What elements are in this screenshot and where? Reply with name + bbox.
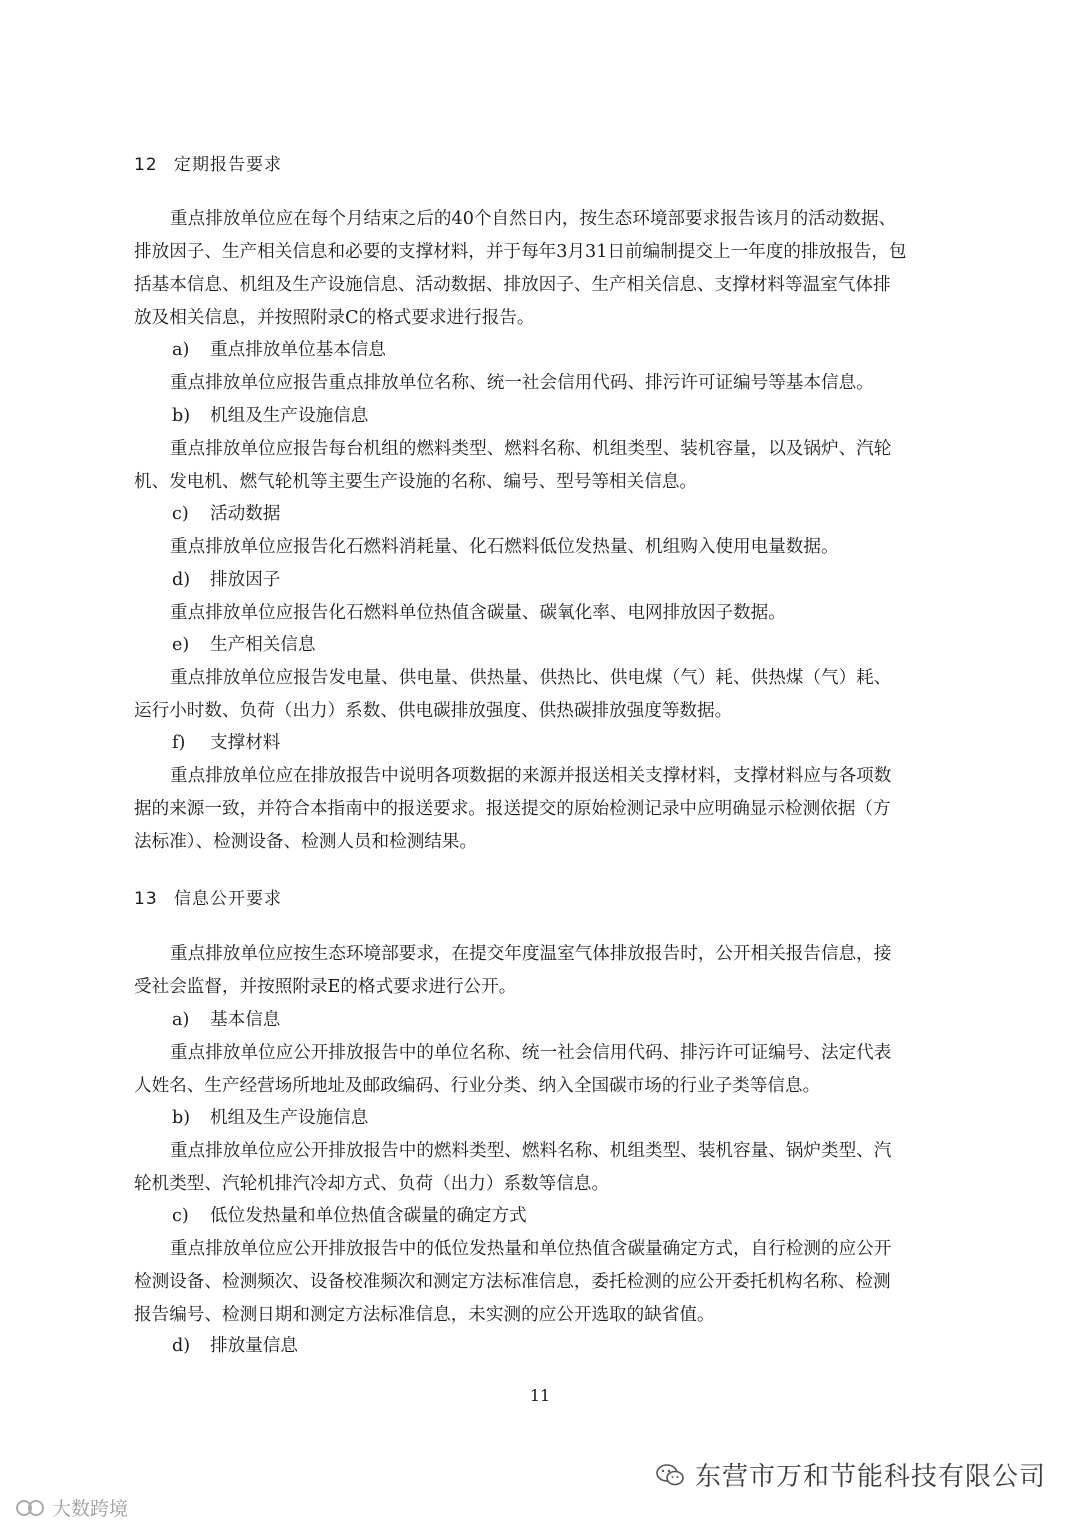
text-line: 受社会监督，并按照附录E的格式要求进行公开。: [134, 977, 517, 997]
text-line: 排放因子、生产相关信息和必要的支撑材料，并于每年3月31日前编制提交上一年度的排放报告，包: [134, 242, 907, 262]
section-number: 13: [134, 889, 158, 909]
brand-logo-icon: [14, 1498, 48, 1518]
item-heading: [172, 727, 280, 760]
text-line: 重点排放单位应报告重点排放单位名称、统一社会信用代码、排污许可证编号等基本信息。: [170, 373, 874, 393]
item-label: b): [172, 406, 191, 426]
item-title: 排放因子: [210, 570, 281, 590]
text-line: 重点排放单位应在每个月结束之后的40个自然日内，按生态环境部要求报告该月的活动数据、: [170, 209, 897, 229]
text-line: 机、发电机、燃气轮机等主要生产设施的名称、编号、型号等相关信息。: [134, 472, 698, 492]
item-heading: [172, 1004, 280, 1037]
section-number: 12: [134, 155, 158, 175]
item-title: 低位发热量和单位热值含碳量的确定方式: [210, 1206, 527, 1226]
item-body: [134, 1233, 956, 1332]
item-heading: [172, 564, 280, 597]
item-body: [134, 433, 956, 499]
item-label: a): [172, 340, 190, 360]
item-body: [134, 1135, 956, 1201]
text-line: 重点排放单位应报告化石燃料消耗量、化石燃料低位发热量、机组购入使用电量数据。: [170, 537, 839, 557]
section-13-heading: [134, 884, 282, 909]
text-line: 括基本信息、机组及生产设施信息、活动数据、排放因子、生产相关信息、支撑材料等温室气体排: [134, 275, 891, 295]
text-line: 重点排放单位应报告化石燃料单位热值含碳量、碳氧化率、电网排放因子数据。: [170, 603, 786, 623]
item-title: 支撑材料: [210, 733, 281, 753]
text-line: 轮机类型、汽轮机排汽冷却方式、负荷（出力）系数等信息。: [134, 1174, 610, 1194]
watermark-brand: [14, 1494, 128, 1521]
item-title: 机组及生产设施信息: [210, 1108, 369, 1128]
watermark-brand-text: 大数跨境: [52, 1498, 129, 1520]
watermark-company: [655, 1456, 1046, 1493]
item-label: c): [172, 504, 189, 524]
item-body: [134, 531, 956, 564]
section-title: 定期报告要求: [174, 155, 282, 175]
item-heading: [172, 1330, 298, 1363]
text-line: 重点排放单位应报告每台机组的燃料类型、燃料名称、机组类型、装机容量，以及锅炉、汽轮: [170, 439, 892, 459]
text-line: 人姓名、生产经营场所地址及邮政编码、行业分类、纳入全国碳市场的行业子类等信息。: [134, 1076, 821, 1096]
text-line: 报告编号、检测日期和测定方法标准信息，未实测的应公开选取的缺省值。: [134, 1305, 715, 1325]
text-line: 法标准）、检测设备、检测人员和检测结果。: [134, 832, 478, 852]
item-body: [134, 597, 956, 630]
item-body: [134, 662, 956, 728]
item-label: b): [172, 1108, 191, 1128]
page-number: 11: [529, 1386, 551, 1405]
item-heading: [172, 1200, 527, 1233]
item-label: f): [172, 733, 186, 753]
section-13-intro: [134, 938, 956, 1004]
item-label: e): [172, 635, 190, 655]
item-heading: [172, 400, 368, 433]
text-line: 据的来源一致，并符合本指南中的报送要求。报送提交的原始检测记录中应明确显示检测依据（方: [134, 799, 891, 819]
text-line: 重点排放单位应公开排放报告中的低位发热量和单位热值含碳量确定方式，自行检测的应公开: [170, 1239, 892, 1259]
text-line: 重点排放单位应在排放报告中说明各项数据的来源并报送相关支撑材料，支撑材料应与各项数: [170, 766, 892, 786]
item-label: d): [172, 1336, 191, 1356]
text-line: 重点排放单位应公开排放报告中的单位名称、统一社会信用代码、排污许可证编号、法定代表: [170, 1043, 892, 1063]
item-title: 排放量信息: [210, 1336, 298, 1356]
section-12-intro: [134, 203, 956, 335]
item-title: 基本信息: [210, 1010, 281, 1030]
watermark-company-text: 东营市万和节能科技有限公司: [694, 1462, 1046, 1492]
item-title: 机组及生产设施信息: [210, 406, 369, 426]
text-line: 重点排放单位应公开排放报告中的燃料类型、燃料名称、机组类型、装机容量、锅炉类型、汽: [170, 1141, 892, 1161]
item-title: 活动数据: [210, 504, 281, 524]
text-line: 重点排放单位应报告发电量、供电量、供热量、供热比、供电煤（气）耗、供热煤（气）耗、: [170, 668, 892, 688]
item-body: [134, 367, 956, 400]
section-12-heading: [134, 150, 282, 175]
text-line: 重点排放单位应按生态环境部要求，在提交年度温室气体排放报告时，公开相关报告信息，接: [170, 944, 892, 964]
item-label: c): [172, 1206, 189, 1226]
wechat-icon: [655, 1462, 685, 1488]
item-heading: [172, 334, 386, 367]
item-body: [134, 760, 956, 859]
item-title: 重点排放单位基本信息: [210, 340, 386, 360]
item-heading: [172, 1102, 368, 1135]
item-title: 生产相关信息: [210, 635, 316, 655]
text-line: 检测设备、检测频次、设备校准频次和测定方法标准信息，委托检测的应公开委托机构名称、检测: [134, 1272, 891, 1292]
item-heading: [172, 498, 280, 531]
text-line: 运行小时数、负荷（出力）系数、供电碳排放强度、供热碳排放强度等数据。: [134, 701, 733, 721]
item-heading: [172, 629, 316, 662]
section-title: 信息公开要求: [174, 889, 282, 909]
text-line: 放及相关信息，并按照附录C的格式要求进行报告。: [134, 308, 535, 328]
item-label: d): [172, 570, 191, 590]
item-label: a): [172, 1010, 190, 1030]
item-body: [134, 1037, 956, 1103]
